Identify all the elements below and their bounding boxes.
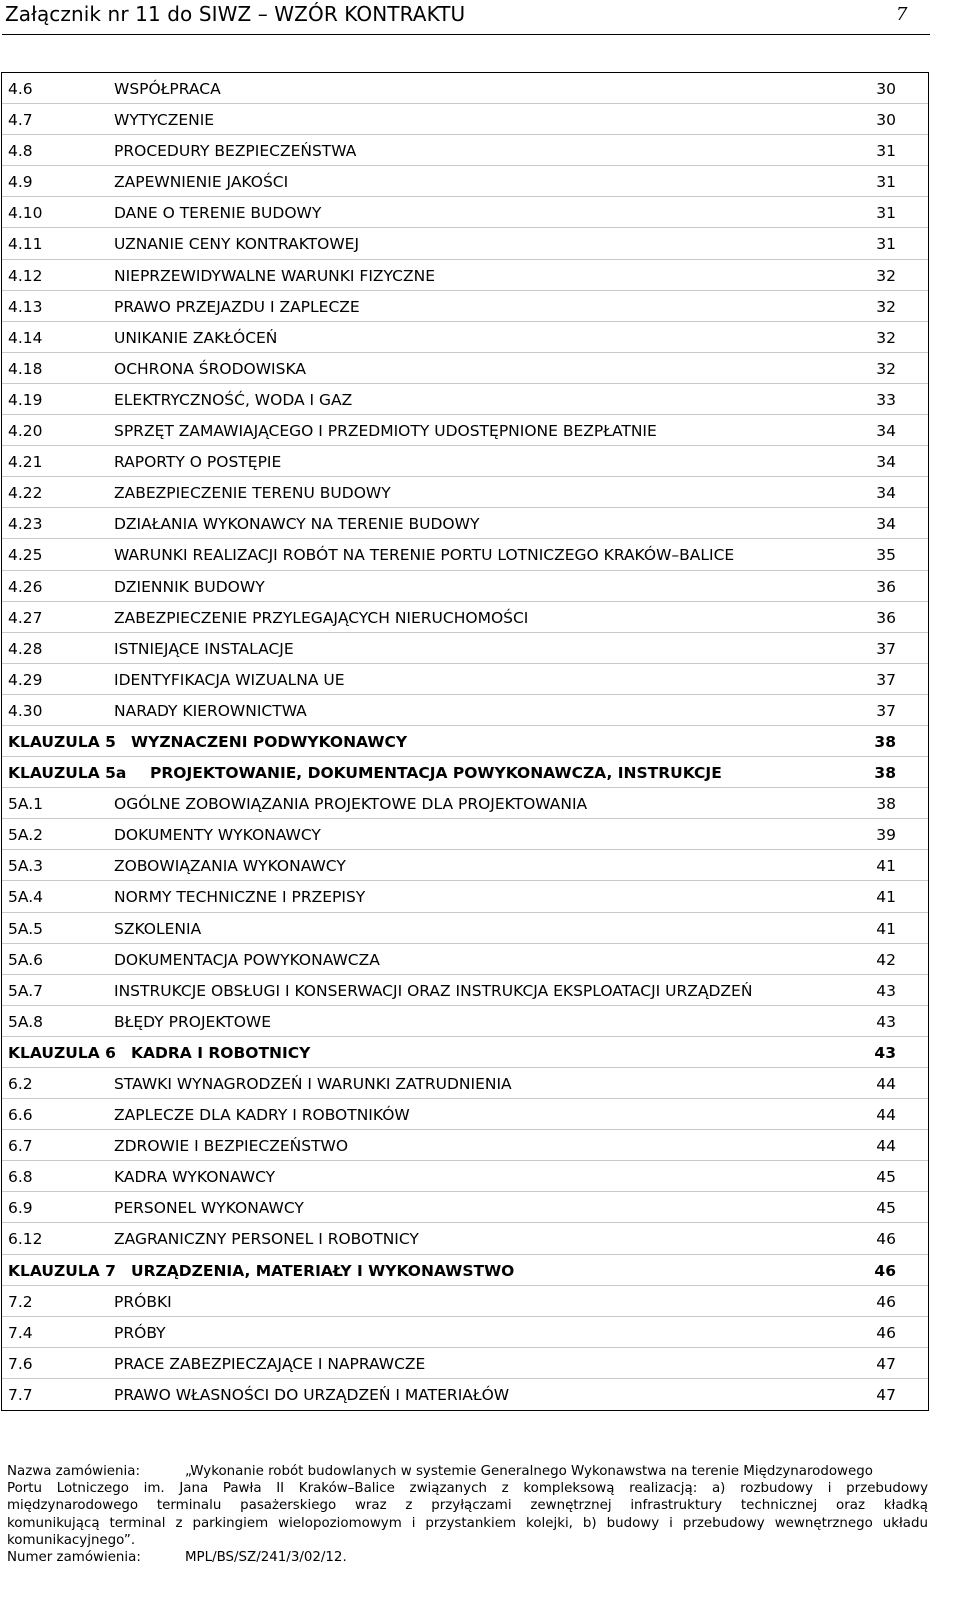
toc-entry-number: 4.20	[8, 422, 43, 441]
toc-entry-page: 44	[876, 1137, 896, 1156]
toc-entry-number: 4.9	[8, 173, 33, 192]
toc-entry-page: 37	[876, 701, 896, 720]
toc-row	[2, 1379, 928, 1410]
order-name-line: komunikującą terminal z parkingiem wielopoziomowym i przystankiem kolejki, b) budowy i przebudowy wewnętrznego układu	[7, 1515, 928, 1531]
toc-entry-page: 34	[876, 484, 896, 503]
order-name-label: Nazwa zamówienia:	[7, 1464, 140, 1479]
toc-row	[2, 291, 928, 322]
toc-row	[2, 353, 928, 384]
toc-entry-number: 4.23	[8, 515, 43, 534]
toc-entry-page: 36	[876, 577, 896, 596]
toc-entry-title: UZNANIE CENY KONTRAKTOWEJ	[114, 235, 360, 254]
toc-entry-number: 4.8	[8, 142, 33, 161]
toc-entry-title: NARADY KIEROWNICTWA	[114, 701, 307, 720]
toc-entry-title: PRACE ZABEZPIECZAJĄCE I NAPRAWCZE	[114, 1354, 426, 1373]
order-name-line	[7, 1532, 928, 1549]
toc-entry-title: WSPÓŁPRACA	[114, 80, 221, 98]
toc-row	[2, 539, 928, 570]
toc-entry-page: 31	[876, 142, 896, 161]
toc-entry-page: 36	[876, 608, 896, 627]
toc-row	[2, 477, 928, 508]
toc-entry-title: SZKOLENIA	[114, 919, 202, 938]
order-name-line: „Wykonanie robót budowlanych w systemie Generalnego Wykonawstwa na terenie Międzynarodowego	[185, 1464, 873, 1479]
toc-clause-row	[2, 757, 928, 788]
toc-row	[2, 881, 928, 912]
page-header	[0, 0, 960, 50]
toc-entry-number: 6.12	[8, 1230, 43, 1249]
toc-entry-number: 4.19	[8, 390, 43, 409]
toc-entry-number: 4.21	[8, 453, 43, 472]
toc-entry-page: 30	[876, 111, 896, 130]
toc-entry-page: 30	[876, 80, 896, 98]
toc-row	[2, 197, 928, 228]
toc-entry-title: PRÓBY	[114, 1323, 166, 1342]
toc-entry-page: 42	[876, 950, 896, 969]
toc-entry-number: 4.26	[8, 577, 43, 596]
toc-entry-page: 46	[876, 1230, 896, 1249]
toc-entry-number: 7.2	[8, 1292, 33, 1311]
toc-entry-number: 7.7	[8, 1385, 33, 1404]
toc-entry-page: 31	[876, 204, 896, 223]
toc-entry-number: 5A.8	[8, 1012, 43, 1031]
toc-entry-title: URZĄDZENIA, MATERIAŁY I WYKONAWSTWO	[131, 1261, 515, 1280]
toc-row	[2, 1317, 928, 1348]
toc-entry-title: PROCEDURY BEZPIECZEŃSTWA	[114, 142, 357, 161]
toc-entry-number: 5A.3	[8, 857, 43, 876]
toc-entry-page: 47	[876, 1354, 896, 1373]
toc-entry-number: 7.4	[8, 1323, 33, 1342]
toc-entry-page: 41	[876, 919, 896, 938]
toc-entry-title: ZOBOWIĄZANIA WYKONAWCY	[114, 857, 346, 876]
toc-row	[2, 104, 928, 135]
toc-entry-number: 4.27	[8, 608, 43, 627]
toc-entry-title: ZABEZPIECZENIE TERENU BUDOWY	[114, 484, 391, 503]
toc-entry-number: 4.11	[8, 235, 43, 254]
toc-entry-number: KLAUZULA 7	[8, 1261, 116, 1280]
toc-entry-number: 4.22	[8, 484, 43, 503]
toc-row	[2, 1006, 928, 1037]
toc-row	[2, 788, 928, 819]
toc-entry-page: 35	[876, 546, 896, 565]
toc-entry-page: 41	[876, 888, 896, 907]
toc-entry-title: DOKUMENTACJA POWYKONAWCZA	[114, 950, 380, 969]
toc-entry-title: BŁĘDY PROJEKTOWE	[114, 1012, 272, 1031]
toc-entry-page: 44	[876, 1075, 896, 1093]
toc-entry-number: 4.6	[8, 80, 33, 98]
toc-entry-page: 34	[876, 453, 896, 472]
toc-entry-title: PRAWO WŁASNOŚCI DO URZĄDZEŃ I MATERIAŁÓW	[114, 1385, 510, 1404]
toc-row	[2, 135, 928, 166]
toc-entry-number: 4.30	[8, 701, 43, 720]
toc-entry-page: 34	[876, 422, 896, 441]
toc-entry-number: 4.18	[8, 359, 43, 378]
toc-row	[2, 1286, 928, 1317]
toc-entry-page: 43	[876, 981, 896, 1000]
toc-entry-title: ZAGRANICZNY PERSONEL I ROBOTNICY	[114, 1230, 419, 1249]
page-footer	[7, 1463, 928, 1566]
toc-entry-number: 5A.7	[8, 981, 43, 1000]
toc-row	[2, 633, 928, 664]
toc-row	[2, 1161, 928, 1192]
toc-entry-page: 46	[874, 1261, 896, 1280]
toc-entry-number: 6.8	[8, 1168, 33, 1187]
toc-entry-number: 4.29	[8, 670, 43, 689]
toc-entry-page: 38	[874, 764, 896, 783]
toc-entry-number: 4.28	[8, 639, 43, 658]
toc-row	[2, 571, 928, 602]
toc-entry-number: 4.25	[8, 546, 43, 565]
toc-entry-number: 6.7	[8, 1137, 33, 1156]
toc-row	[2, 228, 928, 259]
document-title: Załącznik nr 11 do SIWZ – WZÓR KONTRAKTU	[5, 2, 466, 26]
toc-entry-title: STAWKI WYNAGRODZEŃ I WARUNKI ZATRUDNIENIA	[114, 1075, 512, 1093]
toc-entry-title: DZIAŁANIA WYKONAWCY NA TERENIE BUDOWY	[114, 515, 480, 534]
toc-row	[2, 415, 928, 446]
order-name-line: Portu Lotniczego im. Jana Pawła II Kraków–Balice związanych z kompleksową realizacją: a) rozbudowy i przebudowy	[7, 1481, 928, 1497]
toc-entry-title: DOKUMENTY WYKONAWCY	[114, 826, 321, 845]
toc-row	[2, 73, 928, 104]
order-name-last-line: komunikacyjnego”.	[7, 1532, 136, 1548]
toc-entry-title: DANE O TERENIE BUDOWY	[114, 204, 322, 223]
table-of-contents	[1, 72, 929, 1411]
toc-entry-page: 37	[876, 639, 896, 658]
toc-entry-page: 45	[876, 1168, 896, 1187]
toc-entry-number: 4.14	[8, 328, 43, 347]
toc-entry-title: ZABEZPIECZENIE PRZYLEGAJĄCYCH NIERUCHOMOŚCI	[114, 608, 529, 627]
toc-entry-title: DZIENNIK BUDOWY	[114, 577, 265, 596]
toc-entry-page: 37	[876, 670, 896, 689]
toc-entry-number: 4.7	[8, 111, 33, 130]
toc-row	[2, 913, 928, 944]
order-name-line: międzynarodowego terminalu pasażerskiego wraz z przyłączami zewnętrznej infrastruktury technicznej oraz kładką	[7, 1498, 928, 1514]
toc-row	[2, 1348, 928, 1379]
toc-entry-page: 32	[876, 359, 896, 378]
toc-row	[2, 166, 928, 197]
toc-entry-title: UNIKANIE ZAKŁÓCEŃ	[114, 328, 278, 347]
toc-entry-title: PROJEKTOWANIE, DOKUMENTACJA POWYKONAWCZA, INSTRUKCJE	[150, 764, 722, 783]
toc-entry-page: 41	[876, 857, 896, 876]
toc-entry-number: 6.2	[8, 1075, 33, 1093]
toc-entry-page: 38	[876, 795, 896, 814]
toc-row	[2, 508, 928, 539]
toc-entry-page: 32	[876, 297, 896, 316]
footer-number-line	[7, 1549, 928, 1566]
toc-row	[2, 819, 928, 850]
toc-entry-page: 33	[876, 390, 896, 409]
toc-entry-title: ELEKTRYCZNOŚĆ, WODA I GAZ	[114, 390, 353, 409]
toc-entry-number: KLAUZULA 6	[8, 1043, 116, 1062]
toc-entry-page: 31	[876, 235, 896, 254]
toc-entry-page: 32	[876, 328, 896, 347]
header-divider	[2, 34, 930, 35]
toc-entry-page: 32	[876, 266, 896, 285]
toc-clause-row	[2, 1037, 928, 1068]
toc-entry-page: 46	[876, 1323, 896, 1342]
toc-row	[2, 322, 928, 353]
toc-entry-page: 45	[876, 1199, 896, 1218]
toc-row	[2, 1099, 928, 1130]
toc-row	[2, 1130, 928, 1161]
toc-clause-row	[2, 1255, 928, 1286]
toc-entry-number: 4.12	[8, 266, 43, 285]
toc-entry-number: 4.10	[8, 204, 43, 223]
toc-entry-number: 5A.4	[8, 888, 43, 907]
toc-entry-page: 34	[876, 515, 896, 534]
page-number: 7	[896, 4, 908, 25]
toc-entry-title: NORMY TECHNICZNE I PRZEPISY	[114, 888, 366, 907]
toc-row	[2, 695, 928, 726]
toc-row	[2, 975, 928, 1006]
toc-row	[2, 944, 928, 975]
toc-entry-number: 7.6	[8, 1354, 33, 1373]
toc-entry-title: WYZNACZENI PODWYKONAWCY	[131, 732, 408, 751]
toc-entry-title: PRÓBKI	[114, 1292, 172, 1311]
toc-entry-title: RAPORTY O POSTĘPIE	[114, 453, 282, 472]
toc-entry-title: KADRA I ROBOTNICY	[131, 1043, 311, 1062]
toc-entry-page: 31	[876, 173, 896, 192]
toc-entry-number: 6.9	[8, 1199, 33, 1218]
toc-row	[2, 664, 928, 695]
toc-entry-number: 4.13	[8, 297, 43, 316]
toc-entry-title: PERSONEL WYKONAWCY	[114, 1199, 304, 1218]
toc-entry-page: 47	[876, 1385, 896, 1404]
toc-entry-title: OCHRONA ŚRODOWISKA	[114, 359, 306, 378]
toc-entry-title: ZAPEWNIENIE JAKOŚCI	[114, 173, 289, 192]
toc-row	[2, 602, 928, 633]
order-number-value: MPL/BS/SZ/241/3/02/12.	[185, 1549, 347, 1565]
toc-entry-page: 39	[876, 826, 896, 845]
toc-entry-number: 6.6	[8, 1106, 33, 1125]
footer-name-first-line	[7, 1463, 928, 1480]
toc-entry-title: WYTYCZENIE	[114, 111, 215, 130]
toc-entry-page: 44	[876, 1106, 896, 1125]
toc-entry-number: 5A.2	[8, 826, 43, 845]
toc-row	[2, 260, 928, 291]
toc-entry-title: OGÓLNE ZOBOWIĄZANIA PROJEKTOWE DLA PROJEKTOWANIA	[114, 795, 588, 814]
toc-entry-title: NIEPRZEWIDYWALNE WARUNKI FIZYCZNE	[114, 266, 435, 285]
toc-entry-page: 43	[876, 1012, 896, 1031]
toc-row	[2, 850, 928, 881]
toc-entry-title: KADRA WYKONAWCY	[114, 1168, 276, 1187]
toc-row	[2, 384, 928, 415]
toc-entry-number: 5A.1	[8, 795, 43, 814]
toc-entry-number: 5A.5	[8, 919, 43, 938]
toc-entry-title: SPRZĘT ZAMAWIAJĄCEGO I PRZEDMIOTY UDOSTĘPNIONE BEZPŁATNIE	[114, 422, 657, 441]
toc-row	[2, 1223, 928, 1254]
toc-entry-page: 46	[876, 1292, 896, 1311]
toc-entry-number: KLAUZULA 5	[8, 732, 116, 751]
toc-entry-title: ZDROWIE I BEZPIECZEŃSTWO	[114, 1137, 349, 1156]
toc-row	[2, 1068, 928, 1099]
toc-clause-row	[2, 726, 928, 757]
toc-entry-number: 5A.6	[8, 950, 43, 969]
toc-entry-title: ZAPLECZE DLA KADRY I ROBOTNIKÓW	[114, 1106, 410, 1125]
order-number-label: Numer zamówienia:	[7, 1549, 141, 1565]
toc-entry-title: ISTNIEJĄCE INSTALACJE	[114, 639, 294, 658]
toc-row	[2, 446, 928, 477]
toc-entry-page: 38	[874, 732, 896, 751]
toc-entry-page: 43	[874, 1043, 896, 1062]
toc-entry-title: PRAWO PRZEJAZDU I ZAPLECZE	[114, 297, 360, 316]
toc-entry-title: IDENTYFIKACJA WIZUALNA UE	[114, 670, 345, 689]
toc-entry-title: INSTRUKCJE OBSŁUGI I KONSERWACJI ORAZ INSTRUKCJA EKSPLOATACJI URZĄDZEŃ	[114, 981, 753, 1000]
toc-entry-number: KLAUZULA 5a	[8, 764, 127, 783]
toc-entry-title: WARUNKI REALIZACJI ROBÓT NA TERENIE PORTU LOTNICZEGO KRAKÓW–BALICE	[114, 546, 735, 565]
toc-row	[2, 1192, 928, 1223]
